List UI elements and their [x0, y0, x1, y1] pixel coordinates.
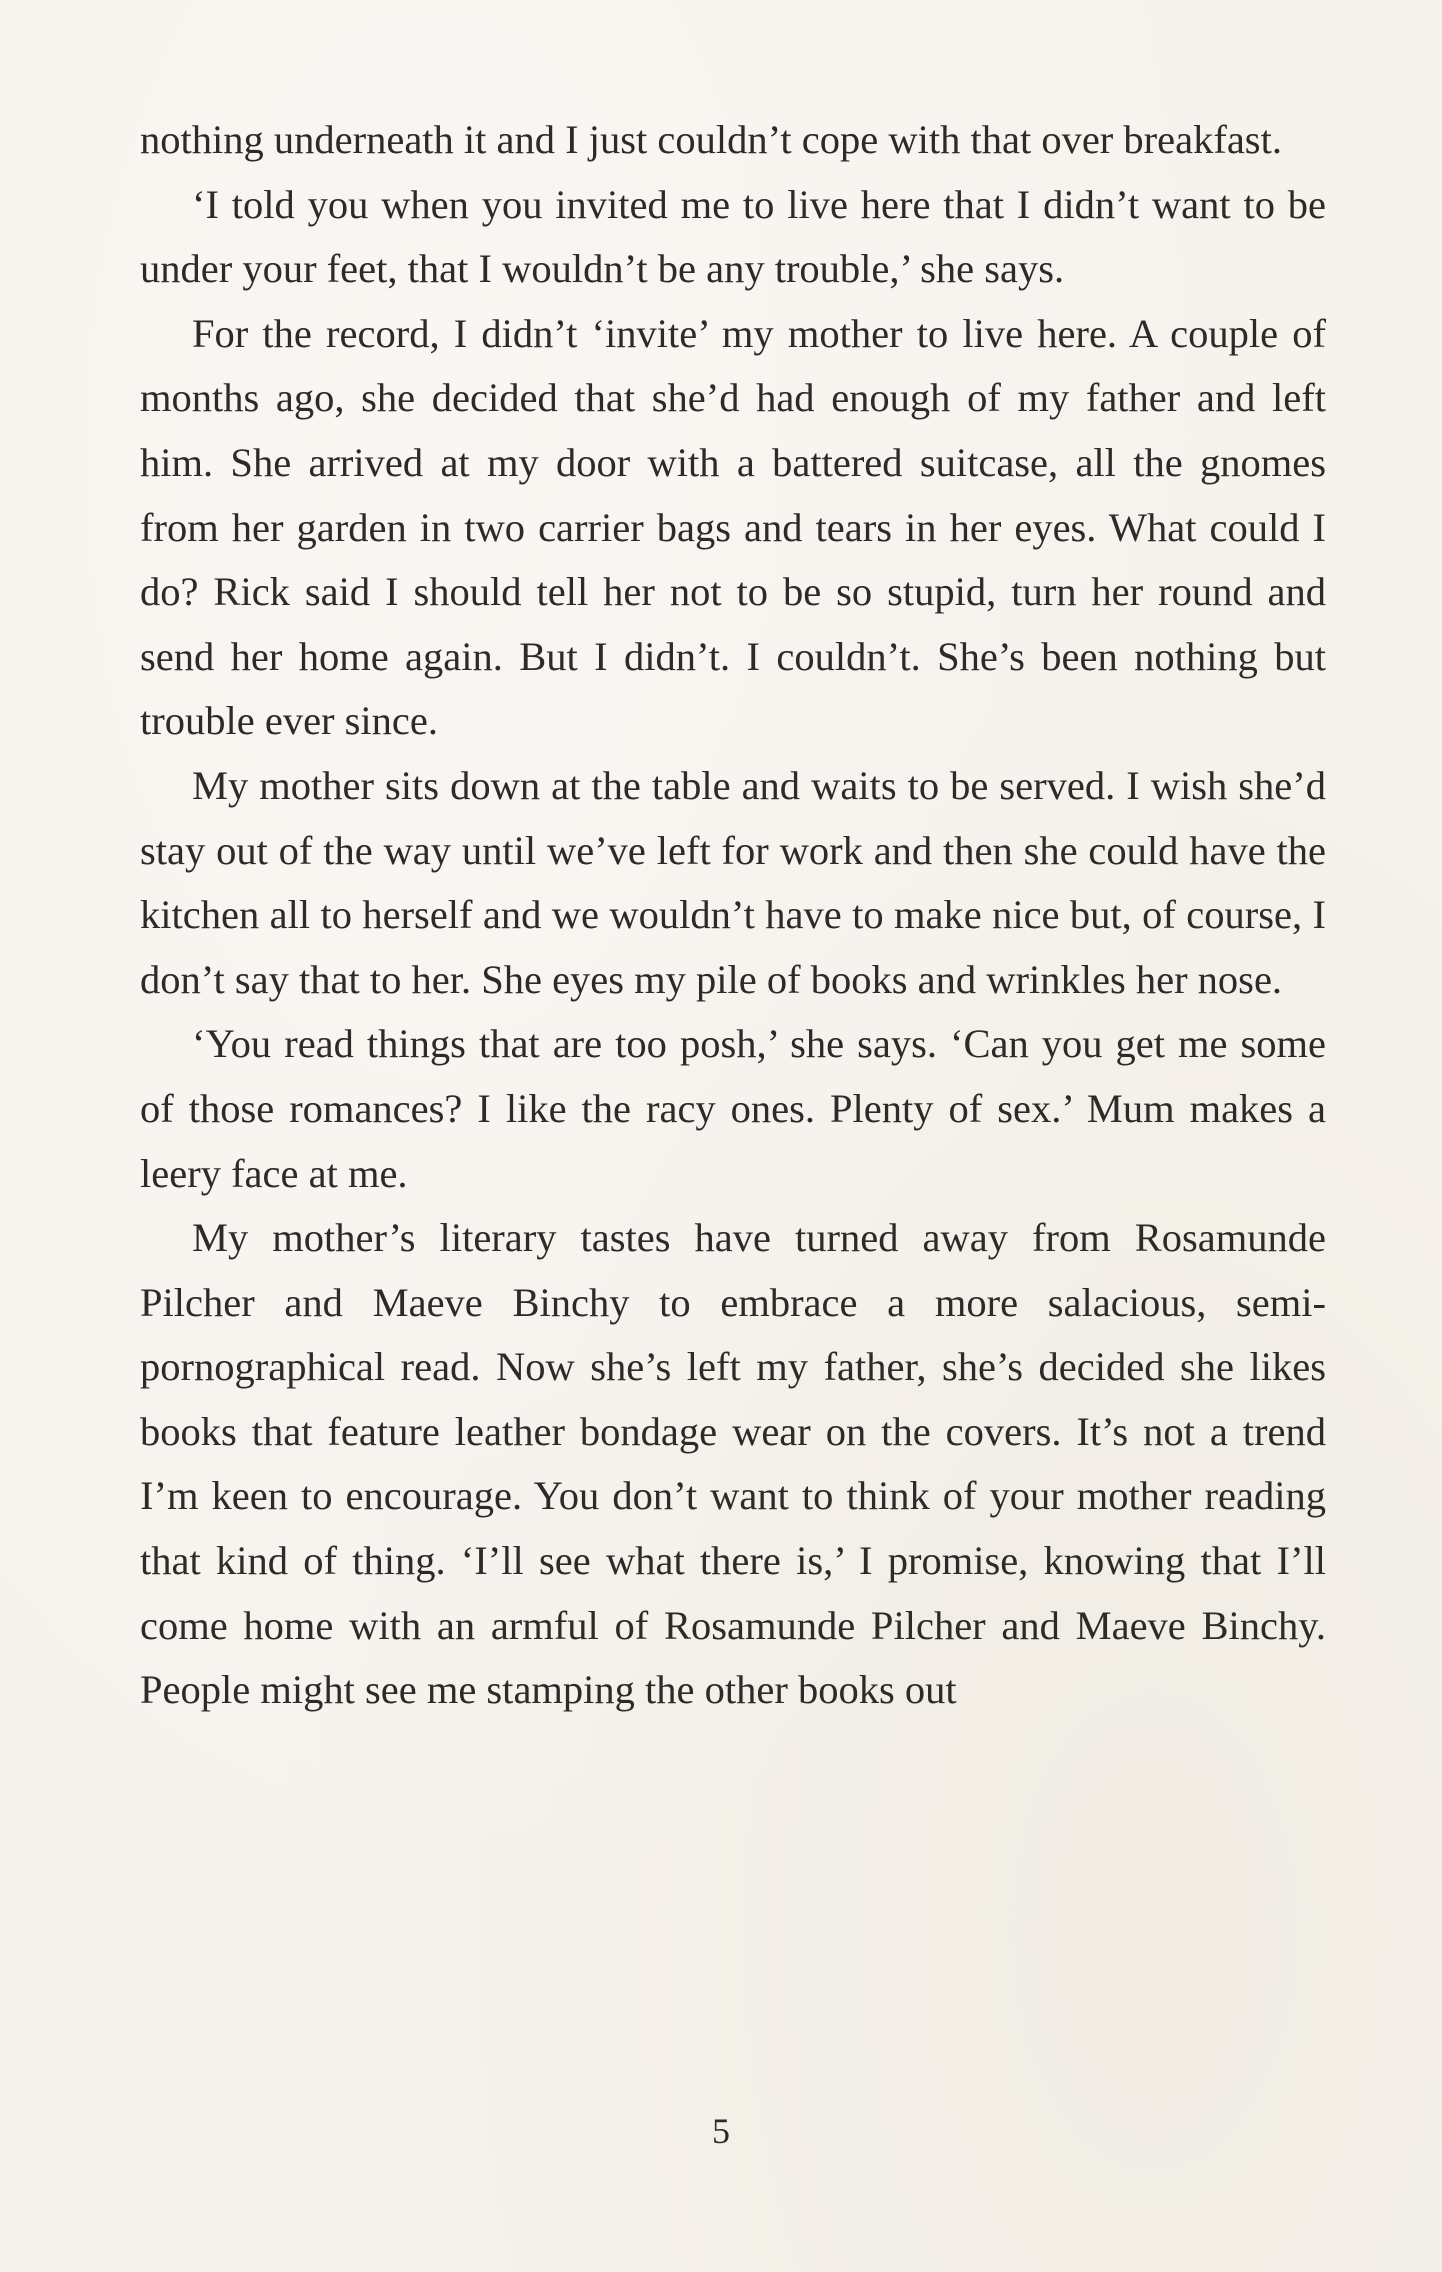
- paragraph-6: My mother’s literary tastes have turned away from Rosamunde Pilcher and Maeve Binchy to embrace a more salacious, semi-pornographical read. Now she’s left my father, she’s decided she likes books that feature leather bondage wear on the covers. It’s not a trend I’m keen to encourage. You don’t want to think of your mother reading that kind of thing. ‘I’ll see what there is,’ I promise, knowing that I’ll come home with an armful of Rosamunde Pilcher and Maeve Binchy. People might see me stamping the other books out: [140, 1215, 1326, 1713]
- page-number: 5: [712, 2111, 730, 2151]
- body-text: [140, 108, 1326, 1723]
- paragraph-4: My mother sits down at the table and waits to be served. I wish she’d stay out of the way until we’ve left for work and then she could have the kitchen all to herself and we wouldn’t have to make nice but, of course, I don’t say that to her. She eyes my pile of books and wrinkles her nose.: [140, 762, 1326, 1002]
- paragraph-3: For the record, I didn’t ‘invite’ my mother to live here. A couple of months ago, she decided that she’d had enough of my father and left him. She arrived at my door with a battered suitcase, all the gnomes from her garden in two carrier bags and tears in her eyes. What could I do? Rick said I should tell her not to be so stupid, turn her round and send her home again. But I didn’t. I couldn’t. She’s been nothing but trouble ever since.: [140, 310, 1326, 744]
- paragraph-5: ‘You read things that are too posh,’ she says. ‘Can you get me some of those romances? I like the racy ones. Plenty of sex.’ Mum makes a leery face at me.: [140, 1021, 1326, 1196]
- paragraph-2: ‘I told you when you invited me to live here that I didn’t want to be under your feet, that I wouldn’t be any trouble,’ she says.: [140, 181, 1326, 292]
- paragraph-1: nothing underneath it and I just couldn’t cope with that over breakfast.: [140, 117, 1282, 162]
